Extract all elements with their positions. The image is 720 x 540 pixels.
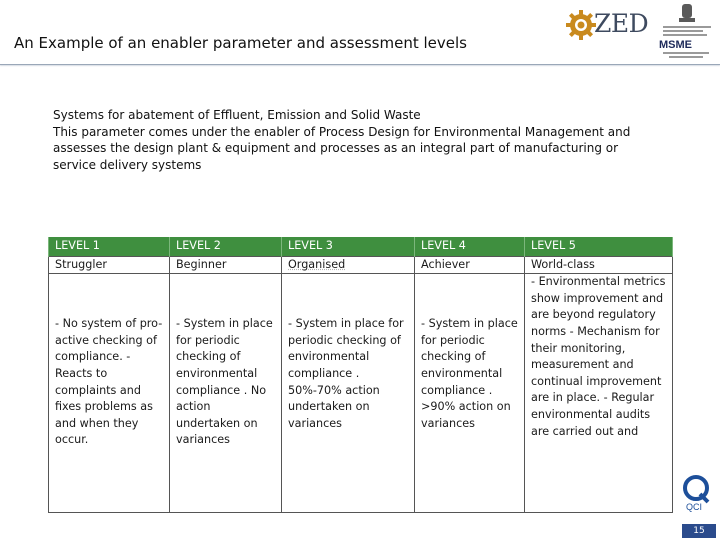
level-5-header: LEVEL 5 <box>525 237 673 256</box>
level-1-name: Struggler <box>49 256 170 274</box>
msme-logo-text: MSME <box>659 39 692 51</box>
intro-heading: Systems for abatement of Effluent, Emission and Solid Waste <box>53 108 421 122</box>
slide-title: An Example of an enabler parameter and assessment levels <box>14 34 467 52</box>
level-1-header: LEVEL 1 <box>49 237 170 256</box>
level-4-header: LEVEL 4 <box>415 237 525 256</box>
level-3-header: LEVEL 3 <box>282 237 415 256</box>
table-row <box>49 256 673 274</box>
government-emblem-icon <box>657 2 717 60</box>
level-2-description: - System in place for periodic checking of environmental compliance . No action undertaken on variances <box>170 274 282 513</box>
level-3-name-text: Organised <box>288 257 346 271</box>
level-1-description: - No system of pro-active checking of compliance. - Reacts to complaints and fixes problems as and when they occur. <box>49 274 170 513</box>
qci-logo-text: QCI <box>686 502 703 512</box>
level-3-description: - System in place for periodic checking of environmental compliance . 50%-70% action undertaken on variances <box>282 274 415 513</box>
qci-logo-icon <box>678 474 718 512</box>
level-2-name: Beginner <box>170 256 282 274</box>
table-row <box>49 274 673 513</box>
zed-logo-text: ZED <box>594 9 649 38</box>
level-5-name: World-class <box>525 256 673 274</box>
level-4-name: Achiever <box>415 256 525 274</box>
level-4-description: - System in place for periodic checking of environmental compliance . >90% action on variances <box>415 274 525 513</box>
assessment-levels-table <box>48 237 673 513</box>
level-2-header: LEVEL 2 <box>170 237 282 256</box>
level-5-description: - Environmental metrics show improvement and are beyond regulatory norms - Mechanism for their monitoring, measurement and continual improvement are in place. - Regular environmental audits are carried out and <box>525 274 673 513</box>
page-number: 15 <box>682 524 716 538</box>
intro-description: This parameter comes under the enabler of Process Design for Environmental Management and assesses the design plant & equipment and processes as an integral part of manufacturing or service delivery systems <box>53 124 631 172</box>
title-divider <box>0 64 720 65</box>
intro-text <box>53 107 663 173</box>
table-header-row <box>49 237 673 256</box>
level-3-name <box>282 256 415 274</box>
